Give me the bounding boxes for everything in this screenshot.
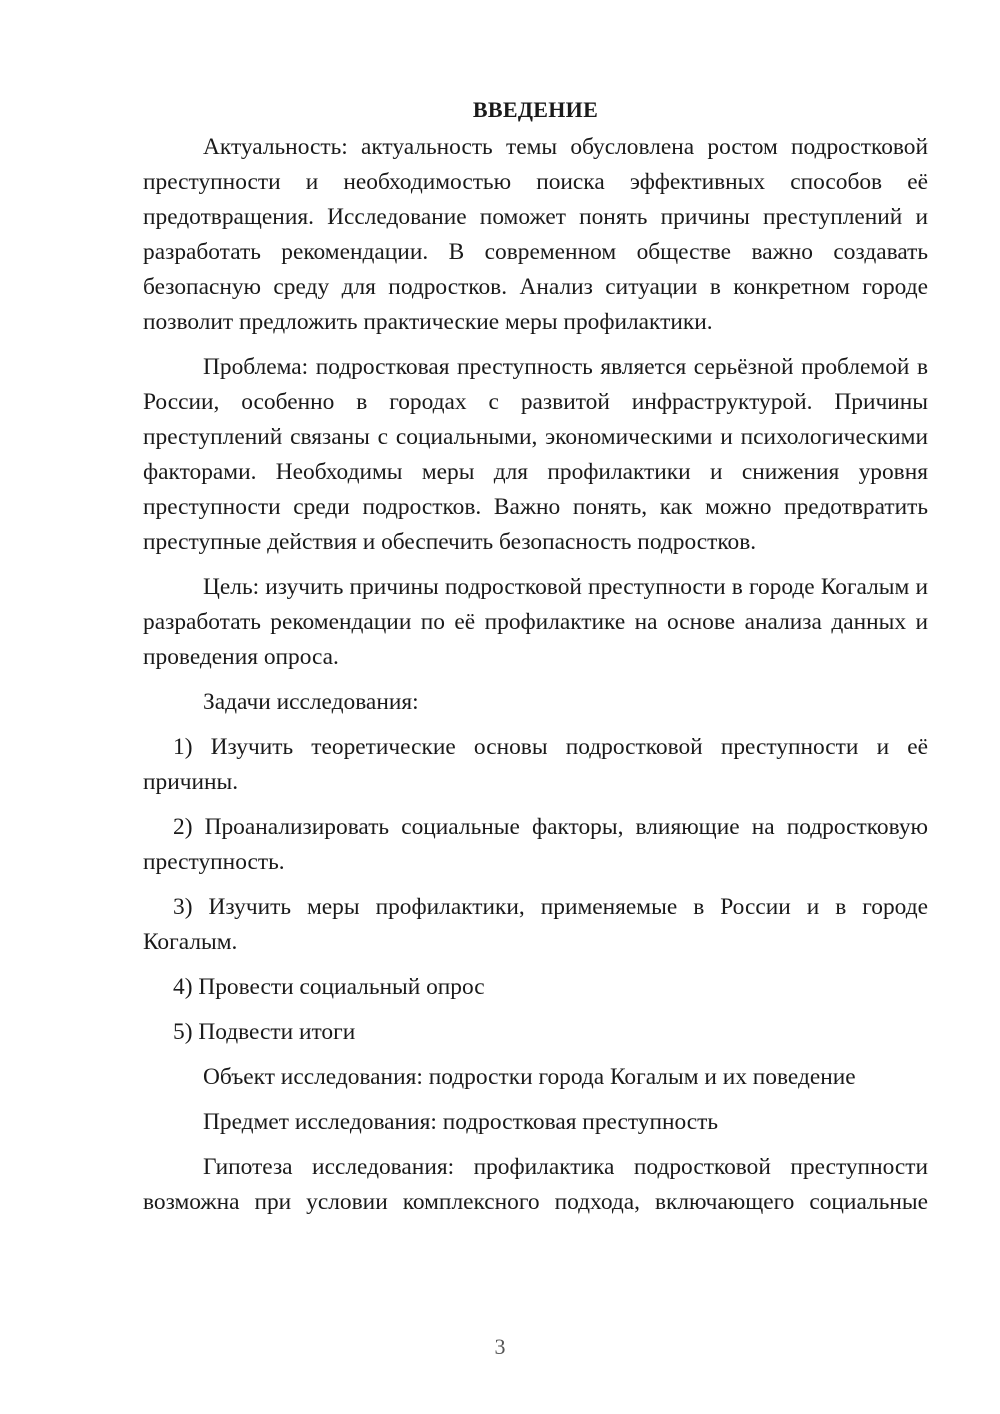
task-item-2: 2) Проанализировать социальные факторы, влияющие на подростковую преступность. [143, 814, 928, 875]
page-number: 3 [494, 1334, 506, 1359]
paragraph-hypothesis: Гипотеза исследования: профилактика подростковой преступности возможна при условии комплексного подхода, включающего социальные [143, 1154, 928, 1215]
paragraph-goal: Цель: изучить причины подростковой преступности в городе Когалым и разработать рекомендации по её профилактике на основе анализа данных и проведения опроса. [143, 574, 928, 670]
section-heading: ВВЕДЕНИЕ [472, 97, 599, 122]
paragraph-subject: Предмет исследования: подростковая преступность [203, 1109, 719, 1135]
task-item-5: 5) Подвести итоги [173, 1019, 356, 1045]
task-item-1: 1) Изучить теоретические основы подростковой преступности и её причины. [143, 734, 928, 795]
paragraph-tasks-heading: Задачи исследования: [203, 689, 419, 715]
paragraph-problem: Проблема: подростковая преступность является серьёзной проблемой в России, особенно в городах с развитой инфраструктурой. Причины преступлений связаны с социальными, экономическими и психологическими факторами. Необходимы меры для профилактики и снижения уровня преступности среди подростков. Важно понять, как можно предотвратить преступные действия и обеспечить безопасность подростков. [143, 354, 928, 555]
paragraph-relevance: Актуальность: актуальность темы обусловлена ростом подростковой преступности и необходимостью поиска эффективных способов её предотвращения. Исследование поможет понять причины преступлений и разработать рекомендации. В современном обществе важно создавать безопасную среду для подростков. Анализ ситуации в конкретном городе позволит предложить практические меры профилактики. [143, 134, 928, 335]
paragraph-object: Объект исследования: подростки города Когалым и их поведение [203, 1064, 856, 1090]
document-page [143, 92, 928, 1230]
task-item-4: 4) Провести социальный опрос [173, 974, 485, 1000]
task-item-3: 3) Изучить меры профилактики, применяемые в России и в городе Когалым. [143, 894, 928, 955]
